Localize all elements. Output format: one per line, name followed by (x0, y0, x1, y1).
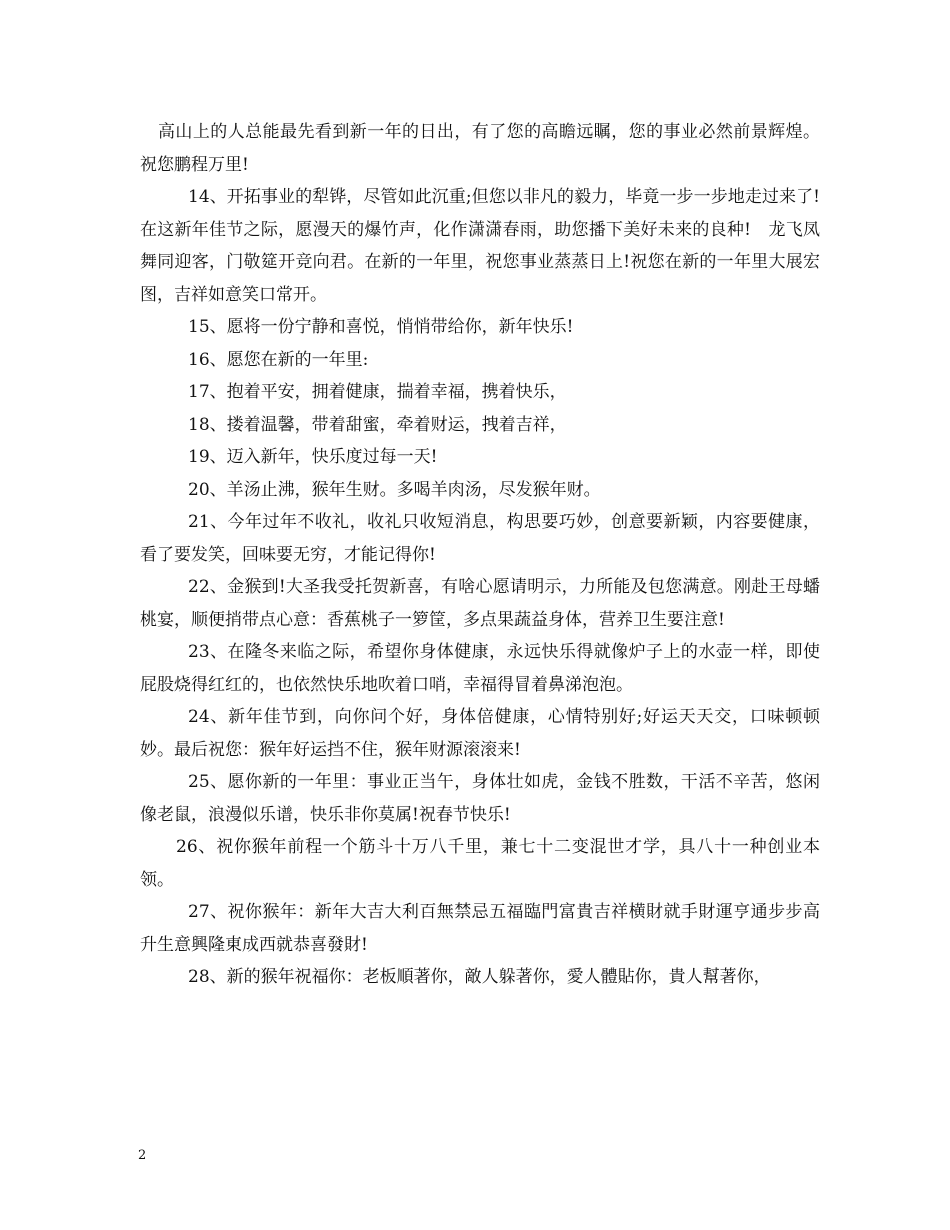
paragraph-28: 28、新的猴年祝福你：老板順著你，敵人躲著你，愛人體貼你，貴人幫著你， (188, 967, 771, 987)
paragraph-19: 19、迈入新年，快乐度过每一天! (188, 447, 438, 467)
paragraph-25: 25、愿你新的一年里：事业正当午，身体壮如虎，金钱不胜数，干活不辛苦，悠闲像老鼠，浪漫似乐谱，快乐非你莫属!祝春节快乐! (140, 772, 820, 825)
page-number: 2 (138, 1148, 147, 1163)
paragraph-17: 17、抱着平安，拥着健康，揣着幸福，携着快乐， (188, 382, 567, 402)
document-body (140, 116, 820, 994)
paragraph-20: 20、羊汤止沸，猴年生财。多喝羊肉汤，尽发猴年财。 (188, 479, 601, 500)
paragraph-14: 14、开拓事业的犁铧，尽管如此沉重;但您以非凡的毅力，毕竟一步一步地走过来了!在这新年佳节之际，愿漫天的爆竹声，化作潇潇春雨，助您播下美好未来的良种! 龙飞凤舞同迎客，门敬筵开竞向君。在新的一年里，祝您事业蒸蒸日上!祝您在新的一年里大展宏图，吉祥如意笑口常开。 (140, 187, 820, 305)
paragraph-22: 22、金猴到!大圣我受托贺新喜，有啥心愿请明示，力所能及包您满意。刚赴王母蟠桃宴，顺便捎带点心意：香蕉桃子一箩筐，多点果蔬益身体，营养卫生要注意! (140, 577, 820, 630)
paragraph-26: 26、祝你猴年前程一个筋斗十万八千里，兼七十二变混世才学，具八十一种创业本领。 (140, 837, 820, 890)
paragraph-23: 23、在隆冬来临之际，希望你身体健康，永远快乐得就像炉子上的水壶一样，即使屁股烧得红红的，也依然快乐地吹着口哨，幸福得冒着鼻涕泡泡。 (140, 642, 820, 695)
paragraph-21: 21、今年过年不收礼，收礼只收短消息，构思要巧妙，创意要新颖，内容要健康，看了要发笑，回味要无穷，才能记得你! (140, 512, 820, 565)
paragraph-24: 24、新年佳节到，向你问个好，身体倍健康，心情特别好;好运天天交，口味顿顿妙。最后祝您：猴年好运挡不住，猴年财源滚滚来! (140, 707, 820, 760)
paragraph-18: 18、搂着温馨，带着甜蜜，牵着财运，拽着吉祥， (188, 414, 567, 435)
paragraph-16: 16、愿您在新的一年里: (188, 349, 369, 370)
paragraph-15: 15、愿将一份宁静和喜悦，悄悄带给你，新年快乐! (188, 317, 574, 337)
paragraph-27: 27、祝你猴年：新年大吉大利百無禁忌五福臨門富貴吉祥横財就手財運亨通步步高升生意興隆東成西就恭喜發財! (140, 902, 820, 955)
paragraph-intro: 高山上的人总能最先看到新一年的日出，有了您的高瞻远瞩，您的事业必然前景辉煌。祝您鹏程万里! (140, 122, 820, 175)
